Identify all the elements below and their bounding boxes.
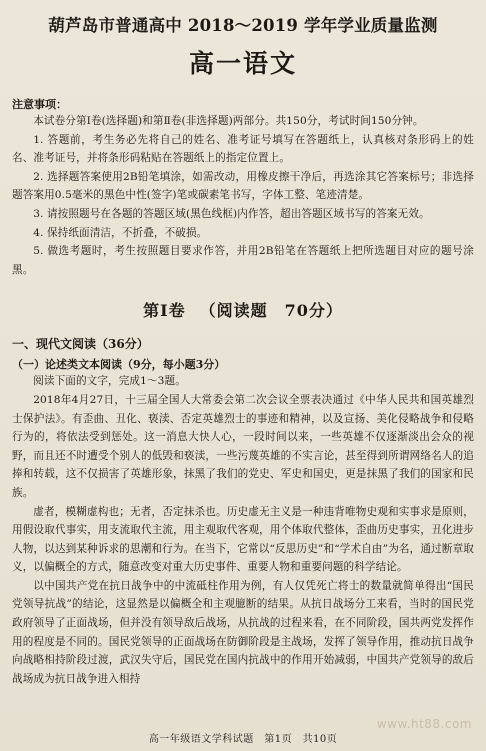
passage-paragraph: 以中国共产党在抗日战争中的中流砥柱作用为例，有人仅凭死亡将士的数量就简单得出“国民党领导抗战”的结论，这显然是以偏概全和主观臆断的结果。从抗日战场分工来看，当时的国民党政府领导了正面战场，但并没有领导敌后战场，从抗战的过程来看，在不同阶段，国共两党发挥作用的程度是不同的。国民党领导的正面战场在防御阶段是主战场，发挥了领导作用，推动抗日战争向战略相持阶段过渡，武汉失守后，国民党在国内抗战中的作用开始减弱，中国共产党领导的敌后战场成为抗日战争进入相持 [12, 579, 474, 685]
notice-item: 本试卷分第Ⅰ卷(选择题)和第Ⅱ卷(非选择题)两部分。共150分，考试时间150分钟。 [33, 115, 424, 127]
notice-item: 1. 答题前，考生务必先将自己的姓名、准考证号填写在答题纸上，认真核对条形码上的姓名、准考证号，并将条形码粘贴在答题纸上的指定位置上。 [12, 133, 474, 165]
part-heading: 一、现代文阅读（36分） [12, 337, 149, 352]
notice-item: 2. 选择题答案使用2B铅笔填涂，如需改动，用橡皮擦干净后，再选涂其它答案标号；非选择题答案用0.5毫米的黑色中性(签字)笔或碳素笔书写，字体工整、笔迹清楚。 [12, 170, 474, 202]
subpart-heading: （一）论述类文本阅读（9分，每小题3分） [12, 358, 226, 372]
passage-paragraph: 虚者，模糊虚构也；无者，否定抹杀也。历史虚无主义是一种违背唯物史观和实事求是原则，用假设取代事实，用支流取代主流，用主观取代客观，用个体取代整体，歪曲历史事实，丑化进步人物，以达到某种诉求的思潮和行为。在当下，它常以“反思历史”和“学术自由”为名，通过断章取义，以偏概全的方式，随意改变对重大历史事件、重要人物和重要问题的科学结论。 [12, 505, 474, 574]
notice-item: 5. 做选考题时，考生按照题目要求作答，并用2B铅笔在答题纸上把所选题目对应的题号涂黑。 [12, 245, 474, 276]
section-title-type: （阅读题 70分） [199, 301, 343, 321]
reading-instruction: 阅读下面的文字，完成1～3题。 [33, 375, 186, 388]
subject-title: 高一语文 [188, 49, 297, 78]
notice-item: 4. 保持纸面清洁，不折叠，不破损。 [33, 226, 208, 239]
page-footer: 高一年级语文学科试题 第1页 共10页 [148, 734, 338, 745]
watermark-logo: www.ht88.com [376, 717, 472, 731]
section-title [12, 298, 474, 321]
notice-item: 3. 请按照题号在各题的答题区域(黑色线框)内作答，超出答题区域书写的答案无效。 [33, 207, 430, 220]
notice-heading: 注意事项： [12, 98, 67, 111]
section-title-volume: 第Ⅰ卷 [143, 301, 186, 321]
passage-paragraph: 2018年4月27日，十三届全国人大常委会第二次会议全票表决通过《中华人民共和国英雄烈士保护法》。有歪曲、丑化、亵渎、否定英雄烈士的事迹和精神，以及宣扬、美化侵略战争和侵略行为的，将依法受到惩处。这一消息大快人心，一段时间以来，一些英雄不仅逐渐淡出会众的视野，而且还不时遭受个别人的低毁和亵渎，一些污蔑英雄的不实言论，甚至得到所谓网络名人的追捧和转载，这不仅损害了英雄形象，抹黑了我们的党史、军史和国史，更是抹黑了我们的国家和民族。 [12, 393, 474, 499]
exam-title: 葫芦岛市普通高中 2018～2019 学年学业质量监测 [48, 16, 438, 35]
